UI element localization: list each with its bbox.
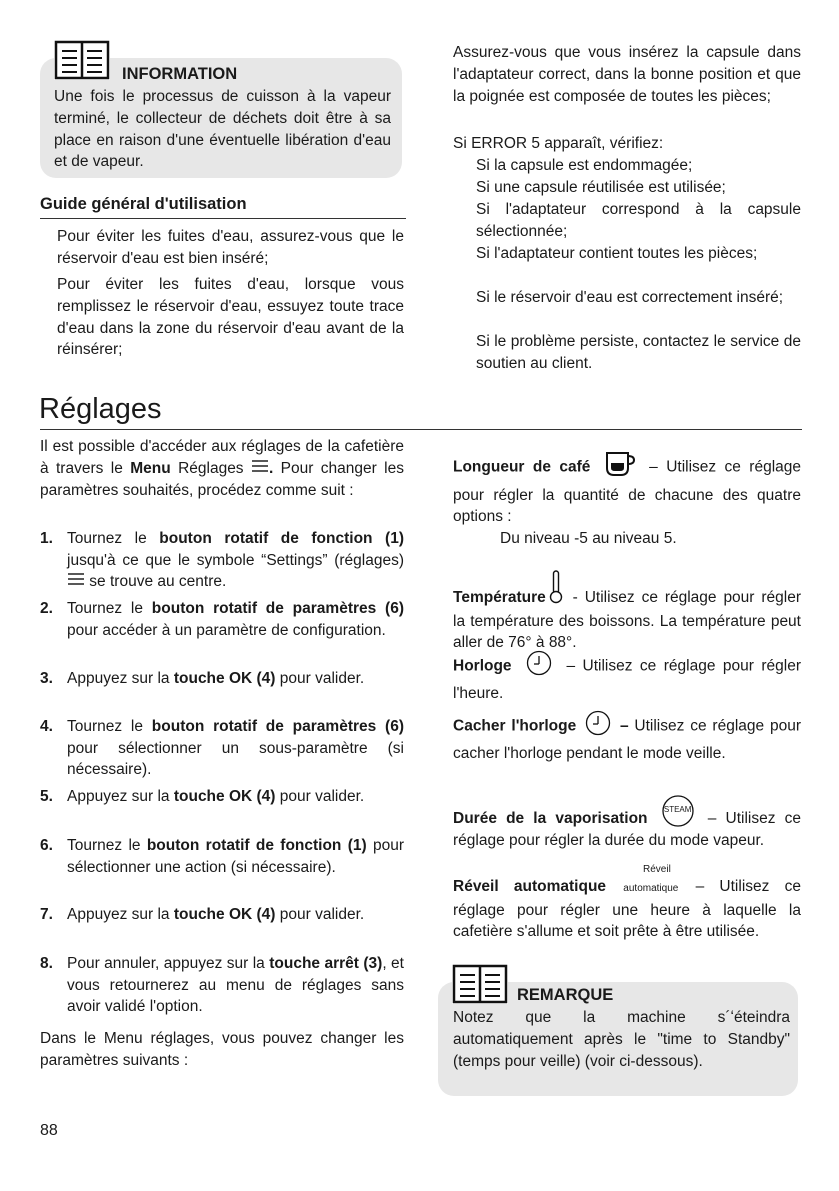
reglages-rule (40, 429, 802, 430)
error-5-line: Si ERROR 5 apparaît, vérifiez: (453, 135, 664, 152)
step-item: 3. Appuyez sur la touche OK (4) pour valider. (40, 670, 365, 687)
information-text: Une fois le processus de cuisson à la vapeur terminé, le collecteur de déchets doit être à sa place en raison d'une éventuelle libération d'eau et de vapeur. (54, 88, 391, 171)
check-item: Si la capsule est endommagée; (476, 157, 693, 174)
setting-steam-duration: Durée de la vaporisation STEAM – Utilisez ce réglage pour régler la durée du mode vapeur. (453, 795, 801, 851)
information-title: INFORMATION (122, 65, 238, 83)
step-item: 7. Appuyez sur la touche OK (4) pour valider. (40, 906, 365, 923)
guide-heading: Guide général d'utilisation (40, 195, 247, 213)
wake-icon-top: Réveil (643, 864, 671, 875)
reglages-intro: Il est possible d'accéder aux réglages de la cafetière à travers le Menu Réglages . Pour changer les paramètres souhaités, procédez comme suit : (40, 438, 404, 499)
coffee-cup-icon (603, 450, 637, 485)
setting-hide-clock: Cacher l'horloge – Utilisez ce réglage pour cacher l'horloge pendant le mode veille. (453, 710, 801, 764)
step-item: 1. Tournez le bouton rotatif de fonction (1) jusqu'à ce que le symbole “Settings” (réglages) se trouve au centre. (40, 528, 404, 593)
step-item: 2. Tournez le bouton rotatif de paramètres (6) pour accéder à un paramètre de configuration. (40, 600, 404, 639)
steam-icon-label: STEAM (663, 805, 692, 814)
check-item: Si l'adaptateur contient toutes les pièces; (476, 245, 758, 262)
remarque-title: REMARQUE (517, 986, 614, 1004)
book-icon (54, 40, 110, 80)
reglages-title: Réglages (39, 393, 162, 425)
setting-coffee-length: Longueur de café – Utilisez ce réglage pour régler la quantité de chacune des quatre options : (453, 450, 801, 528)
capsule-paragraph: Assurez-vous que vous insérez la capsule dans l'adaptateur correct, dans la bonne position et que la poignée est composée de toutes les pièces; (453, 44, 801, 105)
check-item: Si une capsule réutilisée est utilisée; (476, 179, 726, 196)
guide-paragraph-1: Pour éviter les fuites d'eau, assurez-vous que le réservoir d'eau est bien inséré; (57, 228, 404, 267)
setting-clock: Horloge – Utilisez ce réglage pour régler l'heure. (453, 650, 801, 704)
check-item: Si le réservoir d'eau est correctement inséré; (476, 289, 784, 306)
book-icon (452, 964, 508, 1004)
setting-temperature: Température - Utilisez ce réglage pour régler la température des boissons. La température peut aller de 76° à 88°. (453, 570, 801, 654)
coffee-range: Du niveau -5 au niveau 5. (500, 530, 677, 547)
wake-icon-bottom: automatique (623, 883, 679, 894)
step-item: 4. Tournez le bouton rotatif de paramètres (6) pour sélectionner un sous-paramètre (si nécessaire). (40, 718, 404, 778)
remarque-text: Notez que la machine s´ʻéteindra automatiquement après le "time to Standby" (temps pour veille) (voir ci-dessous). (453, 1009, 790, 1070)
clock-icon (525, 650, 553, 683)
check-item: Si l'adaptateur correspond à la capsule sélectionnée; (476, 201, 801, 240)
thermometer-icon (549, 570, 563, 611)
menu-lines-icon (251, 458, 269, 480)
step-item: 5. Appuyez sur la touche OK (4) pour valider. (40, 788, 365, 805)
guide-heading-rule (40, 218, 406, 219)
steam-icon (661, 795, 695, 827)
check-item: Si le problème persiste, contactez le service de soutien au client. (476, 333, 801, 372)
guide-paragraph-2: Pour éviter les fuites d'eau, lorsque vous remplissez le réservoir d'eau, essuyez toute trace d'eau dans la zone du réservoir d'eau avant de la réinsérer; (57, 276, 404, 359)
settings-lines-icon (67, 571, 85, 593)
step-item: 6. Tournez le bouton rotatif de fonction (1) pour sélectionner une action (si nécessaire). (40, 837, 404, 876)
page-number: 88 (40, 1122, 58, 1139)
clock-icon (584, 710, 612, 743)
setting-auto-wake: Réveil automatique automatique – Utilisez ce réglage pour régler une heure à laquelle la cafetière s'allume et soit prête à être utilisée. (453, 878, 801, 940)
step-item: 8. Pour annuler, appuyez sur la touche arrêt (3), et vous retournerez au menu de réglages sans avoir validé l'option. (40, 955, 404, 1015)
reglages-closing: Dans le Menu réglages, vous pouvez changer les paramètres suivants : (40, 1030, 404, 1069)
